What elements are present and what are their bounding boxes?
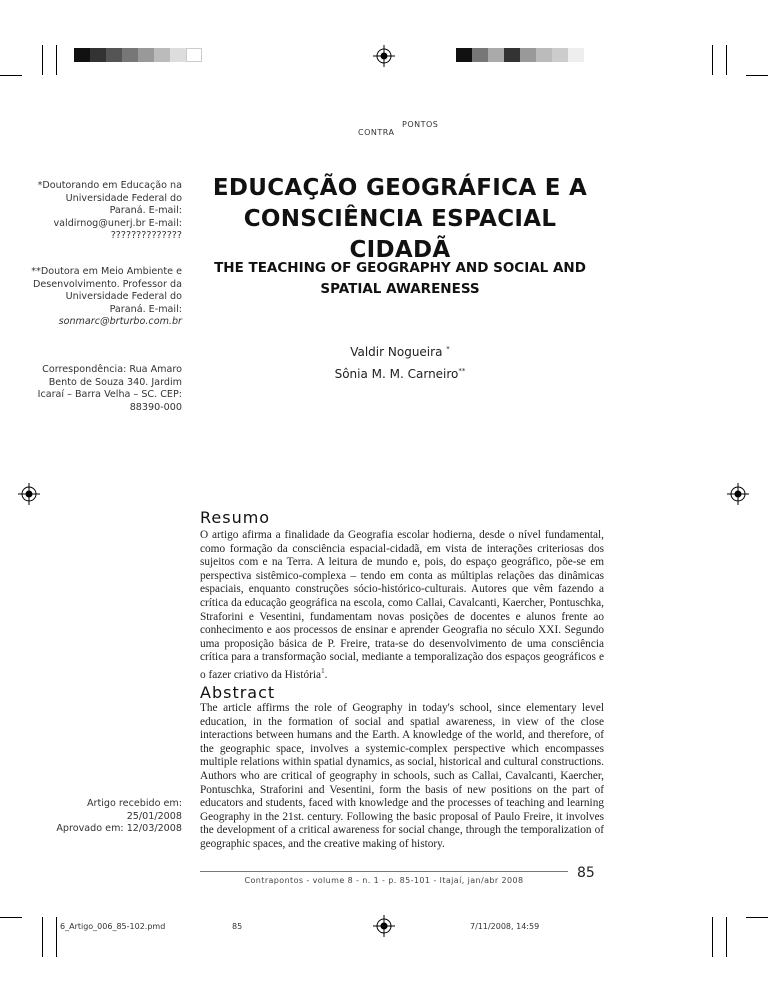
registration-bar-left	[74, 48, 202, 62]
subtitle-line-1: THE TEACHING OF GEOGRAPHY AND SOCIAL AND	[214, 260, 586, 276]
resumo-text: O artigo afirma a finalidade da Geografia escolar hodierna, desde o nível fundamental, como formação da consciência espacial-cidadã, em vista de interações criteriosas dos sujeitos com e na Terra. A leitura de mundo e, pois, do espaço geográfico, põe-se em perspectiva sistêmico-complexa – tendo em conta as múltiplas relações das dinâmicas espaciais, enquanto construções sócio-histórico-culturais. Autores que vêm fazendo a crítica da educação geográfica na escola, como Callai, Cavalcanti, Kaercher, Pontuschka, Straforini e Vesentini, fundamentam novas posições de docentes e alunos frente ao conhecimento e aos processos de ensinar e aprender Geografia no século XXI. Segundo uma proposição básica de P. Freire, trata-se do desenvolvimento de uma consciência crítica para a transformação social, mediante a temporalização dos espaços geográficos e o fazer criativo da História	[200, 529, 604, 681]
author-2-mark: **	[458, 367, 466, 375]
author-note-1	[30, 180, 182, 243]
journal-citation: Contrapontos - volume 8 - n. 1 - p. 85-101 - Itajaí, jan/abr 2008	[244, 876, 524, 885]
correspondence-address	[30, 364, 182, 414]
crop-mark-tl-v2	[56, 45, 57, 75]
approved-date: Aprovado em: 12/03/2008	[56, 823, 182, 835]
author-note-1-text: *Doutorando em Educação na Universidade Federal do Paraná. E-mail: valdirnog@unerj.br E-mail: ??????????????	[37, 180, 182, 242]
author-1-mark: *	[446, 345, 450, 353]
registration-target-icon	[373, 915, 395, 937]
footer-rule	[200, 871, 568, 872]
crop-mark-bl-h	[0, 917, 22, 918]
author-list	[300, 340, 500, 384]
author-2	[300, 362, 500, 384]
author-1-name: Valdir Nogueira	[350, 345, 443, 359]
title-line-2: CONSCIÊNCIA ESPACIAL CIDADÃ	[243, 206, 557, 263]
registration-target-icon	[373, 45, 395, 67]
journal-logo-pontos: PONTOS	[402, 120, 439, 129]
page-number: 85	[577, 865, 595, 881]
subtitle-line-2: SPATIAL AWARENESS	[320, 281, 480, 297]
resumo-end: .	[324, 668, 328, 681]
crop-mark-br-h	[746, 917, 768, 918]
abstract-body: The article affirms the role of Geography in today's school, since elementary level education, in the formation of social and spatial awareness, in view of the close interactions between humans and the Earth. A knowledge of the world, and therefore, of the geographic space, involves a systemic-complex perspective which encompasses multiple relations within spatial dynamics, as social, historical and cultural constructions. Authors who are critical of geography in schools, such as Callai, Cavalcanti, Kaercher, Pontuschka, Straforini and Vesentini, form the basis of new positions on the part of educators and students, faced with knowledge and the processes of teaching and learning Geography in the 21st. century. Following the basic proposal of Paulo Freire, it involves the development of a critical awareness for social change, through the temporalization of geographic spaces, and the creative making of history.	[200, 702, 604, 850]
author-1	[300, 340, 500, 362]
resumo-footnote-mark: 1	[321, 666, 325, 675]
article-title	[200, 173, 600, 266]
crop-mark-bl-v2	[56, 917, 57, 957]
author-note-2	[30, 266, 182, 329]
crop-mark-tr-v	[712, 45, 713, 75]
correspondence-text: Correspondência: Rua Amaro Bento de Souza 340. Jardim Icaraí – Barra Velha – SC. CEP: 88390-000	[37, 364, 182, 413]
crop-mark-br-v2	[726, 917, 727, 957]
registration-bar-right	[456, 48, 584, 62]
crop-mark-br-v	[712, 917, 713, 957]
registration-target-icon	[18, 483, 40, 505]
crop-mark-tl-v	[42, 45, 43, 75]
received-date: Artigo recebido em: 25/01/2008	[86, 798, 182, 822]
author-2-name: Sônia M. M. Carneiro	[334, 367, 459, 381]
author-note-2-email: sonmarc@brturbo.com.br	[58, 316, 182, 328]
slug-page: 85	[232, 922, 243, 931]
article-dates	[30, 798, 182, 836]
title-line-1: EDUCAÇÃO GEOGRÁFICA E A	[212, 175, 588, 201]
crop-mark-tr-h	[746, 75, 768, 76]
crop-mark-tr-v2	[726, 45, 727, 75]
crop-mark-tl-h	[0, 75, 22, 76]
author-note-2-text: **Doutora em Meio Ambiente e Desenvolvimento. Professor da Universidade Federal do Paraná. E-mail:	[31, 266, 182, 315]
crop-mark-bl-v	[42, 917, 43, 957]
journal-logo-contra: CONTRA	[358, 128, 395, 137]
registration-target-icon	[727, 483, 749, 505]
abstract-heading: Abstract	[200, 683, 276, 702]
article-subtitle	[200, 258, 600, 300]
resumo-heading: Resumo	[200, 508, 271, 527]
slug-filename: 6_Artigo_006_85-102.pmd	[60, 922, 166, 931]
resumo-body	[200, 529, 604, 682]
slug-datetime: 7/11/2008, 14:59	[470, 922, 540, 931]
